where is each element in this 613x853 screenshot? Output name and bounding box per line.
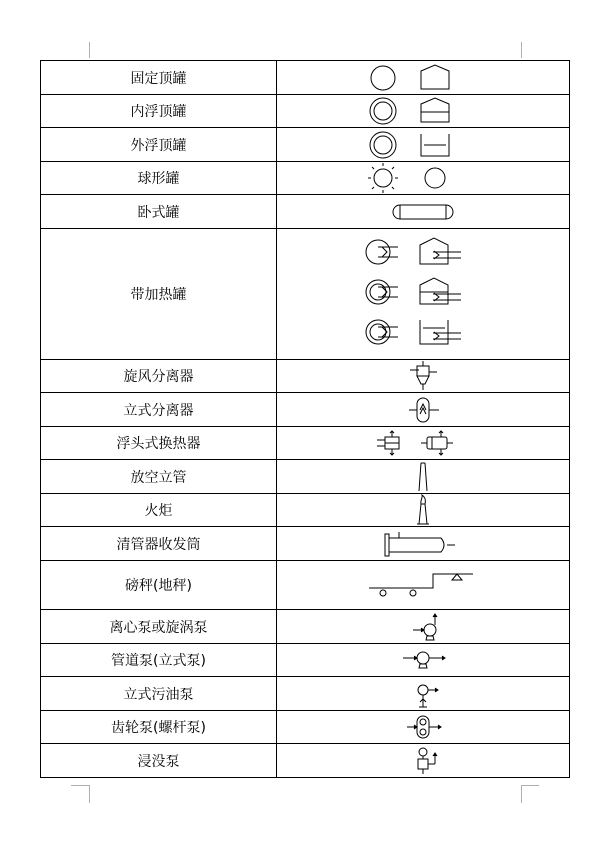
gear-pump-symbol [363,711,483,743]
heated-tank-symbol-set [363,232,483,356]
submersible-pump-symbol [363,745,483,777]
symbol-cell [277,460,570,494]
symbol-cell [277,644,570,677]
table-row [41,677,570,711]
table-row [41,644,570,677]
weighing-scale-symbol [363,562,483,608]
table-row [41,360,570,393]
equipment-name: 齿轮泵(螺杆泵) [41,711,277,744]
vertical-separator-symbol [363,394,483,426]
fixed-roof-tank-symbol [363,62,483,94]
table-row [41,494,570,527]
equipment-name: 火炬 [41,494,277,527]
crop-mark-bottom-right-v [521,785,522,803]
equipment-name: 固定顶罐 [41,61,277,95]
table-row [41,229,570,360]
symbol-cell [277,229,570,360]
cyclone-separator-symbol [363,360,483,392]
equipment-name: 立式分离器 [41,393,277,427]
crop-mark-top-right-v [521,42,522,58]
equipment-name: 放空立管 [41,460,277,494]
table-row [41,527,570,561]
centrifugal-pump-symbol [363,611,483,643]
symbol-cell [277,527,570,561]
equipment-name: 离心泵或旋涡泵 [41,610,277,644]
symbol-cell [277,610,570,644]
table-row [41,610,570,644]
table-row [41,128,570,162]
floating-head-heat-exchanger-symbol [363,427,483,459]
equipment-name: 浮头式换热器 [41,427,277,460]
symbol-cell [277,195,570,229]
symbol-cell [277,427,570,460]
crop-mark-top-left-v [89,42,90,58]
spherical-tank-symbol [363,162,483,194]
internal-floating-roof-tank-symbol [363,95,483,127]
symbol-cell [277,61,570,95]
symbol-cell [277,360,570,393]
equipment-name: 磅秤(地秤) [41,561,277,610]
table-row [41,460,570,494]
table-row [41,561,570,610]
equipment-symbol-table [40,60,570,778]
vent-stack-symbol [363,461,483,493]
symbol-cell [277,494,570,527]
pig-launcher-receiver-symbol [363,528,483,560]
equipment-name: 清管器收发筒 [41,527,277,561]
equipment-name: 内浮顶罐 [41,95,277,128]
horizontal-tank-symbol [363,196,483,228]
table-row [41,61,570,95]
table-row [41,195,570,229]
equipment-name: 带加热罐 [41,229,277,360]
equipment-name: 球形罐 [41,162,277,195]
crop-mark-bottom-right-h [521,785,539,786]
table-row [41,393,570,427]
symbol-cell [277,711,570,744]
symbol-cell [277,744,570,778]
table-row [41,162,570,195]
equipment-name: 管道泵(立式泵) [41,644,277,677]
symbol-cell [277,162,570,195]
table-row [41,744,570,778]
table-row [41,427,570,460]
crop-mark-bottom-left-h [71,785,89,786]
equipment-name: 浸没泵 [41,744,277,778]
symbol-cell [277,561,570,610]
equipment-name: 旋风分离器 [41,360,277,393]
table-row [41,711,570,744]
equipment-name: 立式污油泵 [41,677,277,711]
symbol-cell [277,393,570,427]
symbol-cell [277,677,570,711]
equipment-name: 卧式罐 [41,195,277,229]
crop-mark-bottom-left-v [89,785,90,803]
inline-pump-symbol [363,644,483,676]
equipment-name: 外浮顶罐 [41,128,277,162]
flare-symbol [363,494,483,526]
external-floating-roof-tank-symbol [363,129,483,161]
vertical-sump-pump-symbol [363,678,483,710]
symbol-cell [277,95,570,128]
table-row [41,95,570,128]
symbol-cell [277,128,570,162]
